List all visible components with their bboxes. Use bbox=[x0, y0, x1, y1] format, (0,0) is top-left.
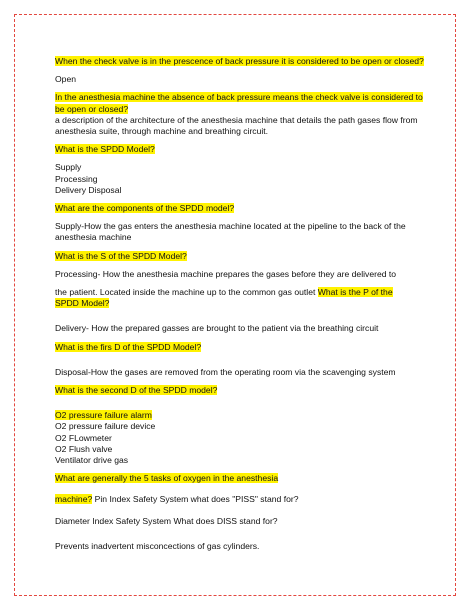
list-item-supply: Supply bbox=[55, 162, 82, 173]
question-s-of-spdd: What is the S of the SPDD Model? bbox=[55, 250, 187, 261]
list-item-o2-alarm: O2 pressure failure alarm bbox=[55, 410, 152, 421]
paragraph-supply: Supply-How the gas enters the anesthesia machine located at the pipeline to the back of the anesthesia machine bbox=[55, 221, 406, 243]
list-item-o2-flush: O2 Flush valve bbox=[55, 443, 113, 454]
list-item-delivery-disposal: Delivery Disposal bbox=[55, 184, 122, 195]
question-check-valve-back-pressure: When the check valve is in the prescence of back pressure it is considered to be open or closed? bbox=[55, 56, 424, 66]
paragraph-disposal: Disposal-How the gases are removed from the operating room via the scavenging system bbox=[55, 366, 396, 377]
question-check-valve-absence: In the anesthesia machine the absence of back pressure means the check valve is considered to be open or closed? bbox=[55, 92, 423, 114]
paragraph-processing-line2: the patient. Located inside the machine up to the common gas outlet What is the P of the bbox=[55, 287, 393, 298]
paragraph-architecture: a description of the architecture of the anesthesia machine that details the path gases flow from anesthesia suite, through machine and breathing circuit. bbox=[55, 114, 418, 137]
paragraph-piss: machine? Pin Index Safety System what does "PISS" stand for? bbox=[55, 494, 299, 505]
list-item-processing: Processing bbox=[55, 173, 98, 184]
question-p-of-spdd: SPDD Model? bbox=[55, 298, 110, 309]
document-body bbox=[55, 56, 425, 552]
answer-open: Open bbox=[55, 74, 77, 85]
question-oxygen-tasks: What are generally the 5 tasks of oxygen in the anesthesia bbox=[55, 473, 279, 484]
question-spdd-model: What is the SPDD Model? bbox=[55, 144, 155, 155]
paragraph-processing-line1: Processing- How the anesthesia machine prepares the gases before they are delivered to bbox=[55, 268, 397, 279]
paragraph-diss: Diameter Index Safety System What does DISS stand for? bbox=[55, 515, 278, 526]
question-first-d-of-spdd: What is the firs D of the SPDD Model? bbox=[55, 341, 202, 352]
question-second-d-of-spdd: What is the second D of the SPDD model? bbox=[55, 385, 218, 396]
paragraph-prevents: Prevents inadvertent misconcections of gas cylinders. bbox=[55, 540, 260, 551]
paragraph-delivery: Delivery- How the prepared gasses are brought to the patient via the breathing circuit bbox=[55, 323, 379, 334]
list-item-o2-flowmeter: O2 FLowmeter bbox=[55, 432, 112, 443]
question-spdd-components: What are the components of the SPDD model? bbox=[55, 203, 235, 214]
list-item-ventilator-gas: Ventilator drive gas bbox=[55, 455, 129, 466]
list-item-o2-device: O2 pressure failure device bbox=[55, 421, 156, 432]
